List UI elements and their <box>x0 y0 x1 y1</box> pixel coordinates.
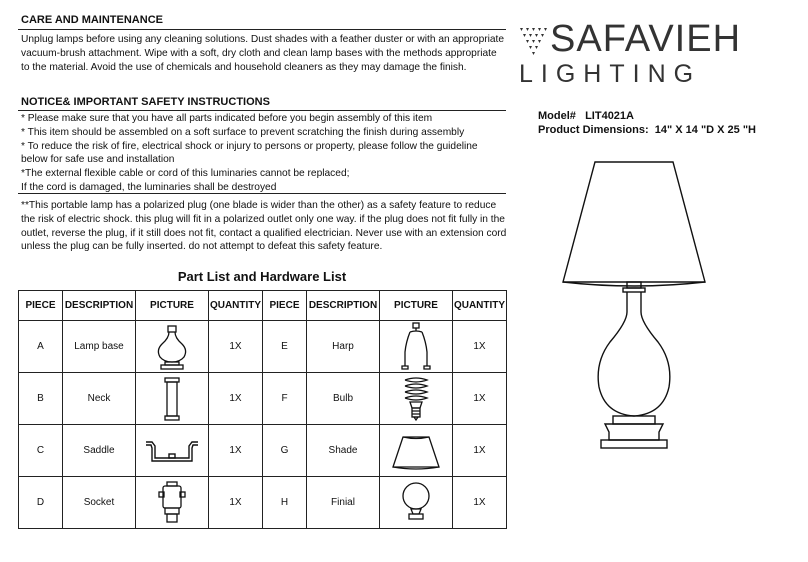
quantity-cell: 1X <box>453 425 507 477</box>
col-header: PIECE <box>263 291 307 321</box>
lamp-base-top <box>613 416 655 424</box>
plug-line: the risk of electric shock. this plug will fit in a polarized outlet only one way. if the plug does not fit fully in the <box>21 213 505 225</box>
saddle-icon <box>136 425 209 477</box>
lamp-base-icon <box>136 321 209 373</box>
description-cell: Saddle <box>63 425 136 477</box>
col-header: DESCRIPTION <box>307 291 380 321</box>
piece-cell: E <box>263 321 307 373</box>
socket-icon <box>136 477 209 529</box>
care-divider <box>18 29 506 30</box>
safety-heading: NOTICE& IMPORTANT SAFETY INSTRUCTIONS <box>21 96 270 108</box>
col-header: QUANTITY <box>453 291 507 321</box>
safety-line: If the cord is damaged, the luminaries shall be destroyed <box>21 181 277 193</box>
model-line <box>538 110 634 122</box>
description-cell: Finial <box>307 477 380 529</box>
shade-icon <box>380 425 453 477</box>
lamp-body <box>598 292 670 416</box>
quantity-cell: 1X <box>209 321 263 373</box>
col-header: QUANTITY <box>209 291 263 321</box>
dimensions-label: Product Dimensions: <box>538 124 649 136</box>
piece-cell: F <box>263 373 307 425</box>
dimensions-line <box>538 124 756 136</box>
brand-name: SAFAVIEH <box>550 18 742 60</box>
model-value: LIT4021A <box>585 110 634 122</box>
col-header: PICTURE <box>380 291 453 321</box>
safety-line: below for safe use and installation <box>21 154 175 166</box>
piece-cell: A <box>19 321 63 373</box>
quantity-cell: 1X <box>209 425 263 477</box>
col-header: PIECE <box>19 291 63 321</box>
plug-line: outlet, reverse the plug, if it still does not fit, contact a qualified electrician. Never use with an extension cord <box>21 227 507 239</box>
table-header-row <box>19 291 507 321</box>
safety-line: * To reduce the risk of fire, electrical shock or injury to persons or property, please follow the guideline <box>21 140 478 152</box>
logo-mark-icon <box>517 26 547 62</box>
bulb-icon <box>380 373 453 425</box>
lamp-illustration <box>555 152 715 452</box>
model-label: Model# <box>538 110 576 122</box>
quantity-cell: 1X <box>209 373 263 425</box>
description-cell: Lamp base <box>63 321 136 373</box>
care-text <box>21 33 504 74</box>
description-cell: Shade <box>307 425 380 477</box>
description-cell: Bulb <box>307 373 380 425</box>
care-line: vacuum-brush attachment. Wipe with a soft, dry cloth and clean lamp bases with the methods appropriate <box>21 47 497 59</box>
lamp-base-plinth <box>601 440 667 448</box>
parts-title: Part List and Hardware List <box>177 269 347 284</box>
harp-icon <box>380 321 453 373</box>
safety-line: *The external flexible cable or cord of this luminaries cannot be replaced; <box>21 168 350 180</box>
plug-line: unless the plug can be fully inserted. do not attempt to defeat this safety feature. <box>21 241 383 253</box>
finial-icon <box>380 477 453 529</box>
quantity-cell: 1X <box>453 373 507 425</box>
description-cell: Harp <box>307 321 380 373</box>
quantity-cell: 1X <box>453 477 507 529</box>
neck-icon <box>136 373 209 425</box>
care-heading: CARE AND MAINTENANCE <box>21 14 163 26</box>
lamp-finial <box>627 282 641 288</box>
table-row <box>19 373 507 425</box>
lamp-shade <box>563 162 705 282</box>
piece-cell: B <box>19 373 63 425</box>
table-row <box>19 425 507 477</box>
safety-text <box>21 112 478 195</box>
safety-line: * Please make sure that you have all parts indicated before you begin assembly of this item <box>21 113 433 124</box>
lamp-base <box>605 424 663 440</box>
brand-sub: LIGHTING <box>519 60 702 88</box>
safety-line: * This item should be assembled on a soft surface to prevent scratching the finish during assembly <box>21 126 465 138</box>
plug-text <box>21 199 506 254</box>
piece-cell: D <box>19 477 63 529</box>
parts-table <box>18 290 507 529</box>
description-cell: Neck <box>63 373 136 425</box>
piece-cell: G <box>263 425 307 477</box>
care-line: to the material. Avoid the use of chemicals and household cleaners as they may damage the finish. <box>21 61 467 73</box>
quantity-cell: 1X <box>209 477 263 529</box>
col-header: PICTURE <box>136 291 209 321</box>
col-header: DESCRIPTION <box>63 291 136 321</box>
table-row <box>19 477 507 529</box>
plug-line: **This portable lamp has a polarized plug (one blade is wider than the other) as a safety feature to reduce <box>21 200 497 211</box>
table-row <box>19 321 507 373</box>
safety-divider <box>18 110 506 111</box>
piece-cell: C <box>19 425 63 477</box>
care-line: Unplug lamps before using any cleaning solutions. Dust shades with a feather duster or with an appropriate <box>21 34 505 45</box>
quantity-cell: 1X <box>453 321 507 373</box>
piece-cell: H <box>263 477 307 529</box>
plug-divider <box>18 193 506 194</box>
dimensions-value: 14" X 14 "D X 25 "H <box>654 124 757 136</box>
description-cell: Socket <box>63 477 136 529</box>
lamp-neck <box>623 288 645 292</box>
